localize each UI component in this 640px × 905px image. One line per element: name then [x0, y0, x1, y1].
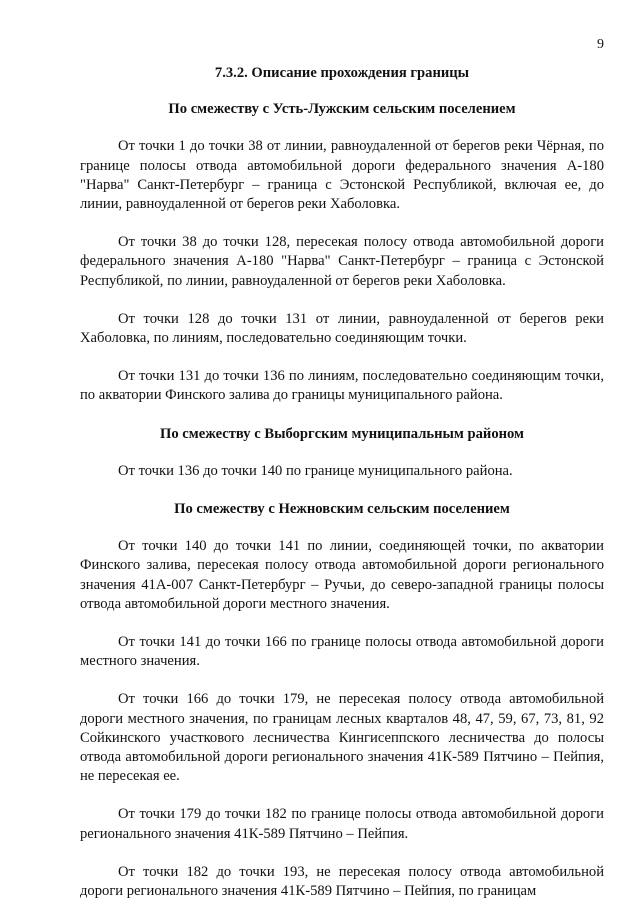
paragraph: От точки 166 до точки 179, не пересекая полосу отвода автомобильной дороги местного значения, по границам лесных кварталов 48, 47, 59, 67, 73, 81, 92 Сойкинского участкового лесничества Кингисеппского лесничества до полосы отвода автомобильной дороги регионального значения 41К-589 Пятчино – Пейпия, не пересекая ее. — [80, 691, 604, 785]
paragraph: От точки 140 до точки 141 по линии, соединяющей точки, по акватории Финского залива, пересекая полосу отвода автомобильной дороги регионального значения 41А-007 Санкт-Петербург – Ручьи, до северо-западной границы полосы отвода автомобильной дороги местного значения. — [80, 538, 604, 612]
boundary-block-vyborgsky — [80, 425, 604, 481]
section-title: 7.3.2. Описание прохождения границы — [214, 65, 470, 81]
paragraph: От точки 131 до точки 136 по линиям, последовательно соединяющим точки, по акватории Финского залива до границы муниципального района. — [80, 368, 604, 404]
paragraph: От точки 128 до точки 131 от линии, равноудаленной от берегов реки Хаболовка, по линиям, последовательно соединяющим точки. — [80, 310, 604, 347]
boundary-block-nezhnovskoe — [80, 500, 604, 901]
paragraph: От точки 38 до точки 128, пересекая полосу отвода автомобильной дороги федерального значения А-180 "Нарва" Санкт-Петербург – граница с Эстонской Республикой, по линии, равноудаленной от берегов реки Хаболовка. — [80, 234, 604, 289]
boundary-block-ust-luzhskoe — [80, 100, 604, 405]
paragraph: От точки 182 до точки 193, не пересекая полосу отвода автомобильной дороги регионального значения 41К-589 Пятчино – Пейпия, по границам — [80, 863, 604, 900]
block-heading: По смежеству с Нежновским сельским поселением — [174, 501, 510, 518]
block-heading: По смежеству с Выборгским муниципальным районом — [160, 425, 524, 442]
paragraph: От точки 179 до точки 182 по границе полосы отвода автомобильной дороги регионального значения 41К-589 Пятчино – Пейпия. — [80, 806, 604, 842]
paragraph: От точки 136 до точки 140 по границе муниципального района. — [118, 462, 513, 479]
document-body — [80, 64, 604, 901]
paragraph: От точки 1 до точки 38 от линии, равноудаленной от берегов реки Чёрная, по границе полосы отвода автомобильной дороги федерального значения А-180 "Нарва" Санкт-Петербург – граница с Эстонской Республикой, включая ее, до линии, равноудаленной от берегов реки Хаболовка. — [80, 138, 604, 213]
page-number: 9 — [597, 37, 604, 52]
block-heading: По смежеству с Усть-Лужским сельским поселением — [168, 101, 516, 118]
paragraph: От точки 141 до точки 166 по границе полосы отвода автомобильной дороги местного значения. — [80, 634, 604, 670]
